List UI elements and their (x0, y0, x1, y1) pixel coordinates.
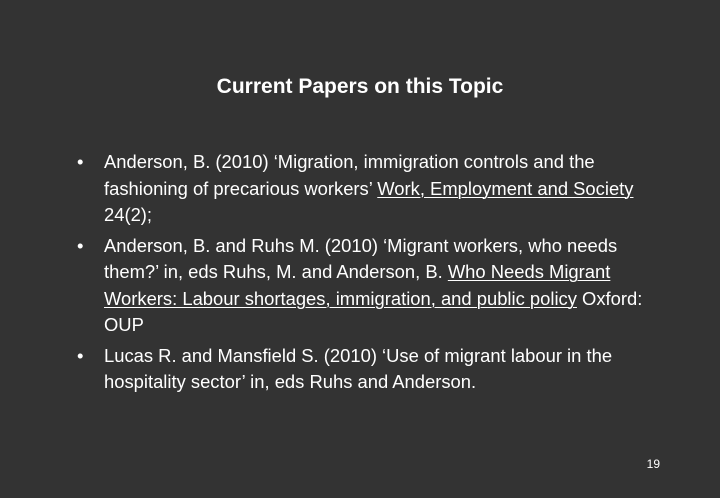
reference-item (77, 343, 664, 396)
reference-item (77, 149, 664, 229)
reference-text: Lucas R. and Mansfield S. (2010) ‘Use of migrant labour in the hospitality sector’ in, eds Ruhs and Anderson. (104, 344, 613, 392)
reference-item (77, 233, 664, 339)
reference-details: Oxford: OUP (104, 287, 643, 335)
reference-list (77, 149, 664, 400)
bullet-icon: • (77, 151, 84, 172)
slide-title: Current Papers on this Topic (216, 75, 504, 98)
reference-text: Anderson, B. (2010) ‘Migration, immigration controls and the fashioning of precarious workers’ (104, 151, 595, 199)
reference-details: 24(2); (104, 204, 153, 225)
reference-source-title: Work, Employment and Society (377, 177, 634, 199)
reference-text: Anderson, B. and Ruhs M. (2010) ‘Migrant workers, who needs them?’ in, eds Ruhs, M. and Anderson, B. (104, 234, 618, 282)
page-number: 19 (646, 457, 660, 471)
reference-source-title: Who Needs Migrant Workers: Labour shortages, immigration, and public policy (104, 261, 611, 309)
bullet-icon: • (77, 234, 84, 256)
bullet-icon: • (77, 344, 84, 366)
